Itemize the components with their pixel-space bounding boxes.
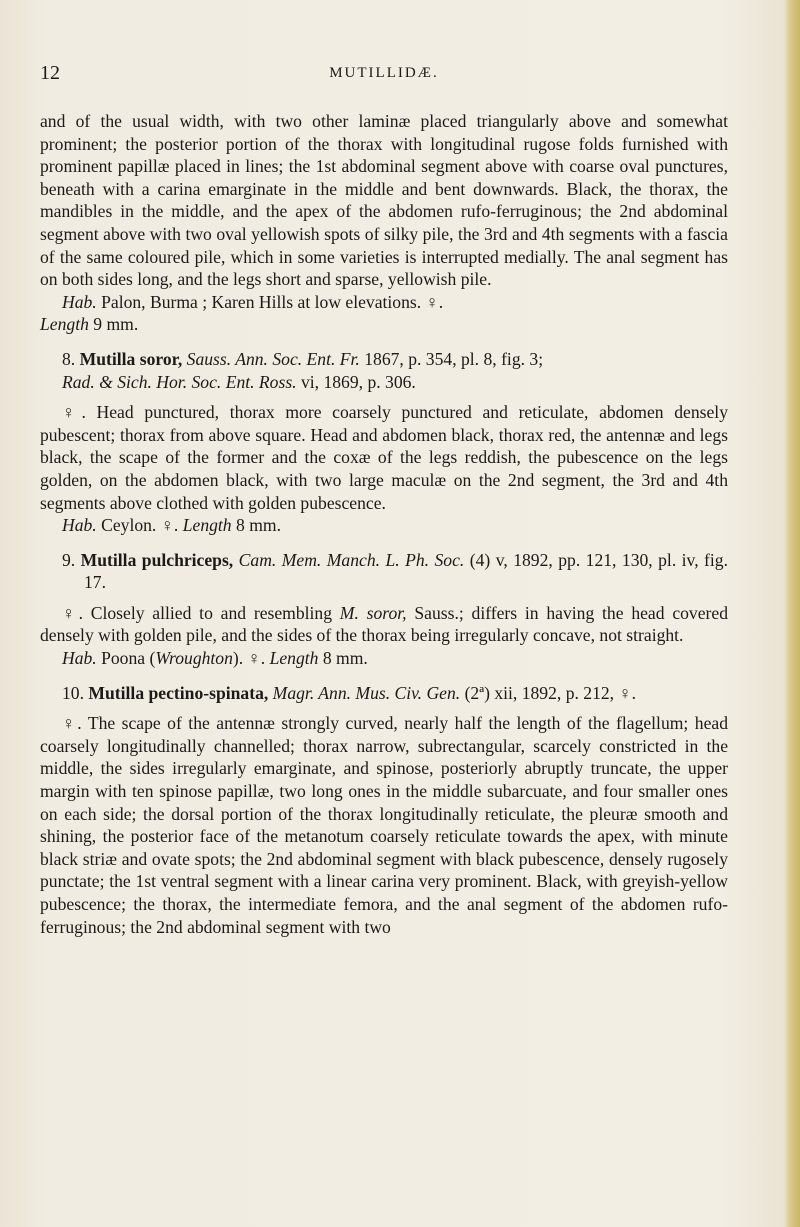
entry-number: 10. (62, 682, 84, 703)
reference: Magr. Ann. Mus. Civ. Gen. (272, 682, 461, 703)
hab-text: Palon, Burma ; Karen Hills at low elevations. ♀. (96, 291, 444, 312)
spacer (40, 594, 728, 602)
entry-10-title (40, 682, 728, 705)
collector: Wroughton (155, 648, 233, 669)
description-italic: M. soror, (339, 602, 407, 623)
species-name: Mutilla soror, (79, 348, 183, 369)
spacer (40, 704, 728, 712)
description-text: ♀. Closely allied to and resembling (62, 602, 340, 623)
reference-rest: (4) v, 1892, pp. 121, 130, pl. iv, fig. 17. (84, 549, 728, 593)
hab-label: Hab. (62, 515, 97, 536)
hab-text: ). ♀. (232, 648, 266, 669)
hab-label: Hab. (62, 291, 97, 312)
reference: Sauss. Ann. Soc. Ent. Fr. (186, 348, 360, 369)
hab-text: Poona ( (96, 648, 156, 669)
entry-number: 8. (62, 348, 76, 369)
species-name: Mutilla pulchriceps, (80, 549, 234, 570)
reference: Rad. & Sich. Hor. Soc. Ent. Ross. (62, 371, 297, 392)
length-text: 8 mm. (318, 648, 368, 669)
hab-text: Ceylon. ♀. (96, 515, 179, 536)
entry-10-description: ♀. The scape of the antennæ strongly curved, nearly half the length of the flagellum; head coarsely longitudinally channelled; thorax narrow, subrectangular, scarcely constricted in the middle, the sides irregularly emarginate, and spinose, posteriorly abruptly truncate, the upper margin with ten spinose papillæ, two long ones in the middle subarcuate, and four smaller ones on each side; the dorsal portion of the thorax longitudinally reticulate, the pleuræ smooth and shining, the posterior face of the metanotum coarsely reticulate towards the apex, with minute black striæ and ovate spots; the 2nd abdominal segment with black pubescence, densely rugosely punctate; the 1st ventral segment with a linear carina very prominent. Black, with greyish-yellow pubescence; the thorax, the intermediate femora, and the anal segment of the abdomen rufo-ferruginous; the 2nd abdominal segment with two (40, 713, 728, 937)
page-edge (784, 0, 800, 1227)
page-body (40, 110, 728, 938)
entry-8-ref2 (40, 371, 728, 394)
entry-9-description (40, 602, 728, 647)
reference-rest: vi, 1869, p. 306. (296, 371, 416, 392)
entry-8-description: ♀. Head punctured, thorax more coarsely punctured and reticulate, abdomen densely pubescent; thorax from above square. Head and abdomen black, thorax red, the antennæ and legs black, the scape of the former and the coxæ of the legs reddish, the pubescence on the legs golden, on the abdomen black, with two large maculæ on the 2nd segment, the 3rd and 4th segments above clothed with golden pubescence. (40, 402, 728, 513)
page-number: 12 (40, 62, 60, 84)
reference-rest: 1867, p. 354, pl. 8, fig. 3; (359, 348, 544, 369)
reference: Cam. Mem. Manch. L. Ph. Soc. (238, 549, 465, 570)
entry-9-title (40, 549, 728, 594)
page-header (40, 62, 728, 88)
length-text: 8 mm. (231, 515, 281, 536)
length-label: Length (182, 515, 232, 536)
entry-8-title (40, 348, 728, 371)
intro-length (40, 313, 728, 336)
running-head: MUTILLIDÆ. (329, 65, 439, 81)
entry-9-habitat (40, 647, 728, 670)
length-label: Length (40, 314, 89, 335)
spacer (40, 393, 728, 401)
intro-habitat (40, 291, 728, 314)
length-label: Length (269, 648, 319, 669)
reference-rest: (2ª) xii, 1892, p. 212, ♀. (460, 682, 637, 703)
description-text: Sauss.; differs in having the head covered densely with golden pile, and the sides of the thorax being irregularly concave, not straight. (40, 602, 728, 646)
length-text: 9 mm. (88, 314, 139, 335)
species-name: Mutilla pectino-spinata, (88, 682, 269, 703)
entry-number: 9. (62, 549, 76, 570)
intro-paragraph: and of the usual width, with two other laminæ placed triangularly above and somewhat prominent; the posterior portion of the thorax with longitudinal rugose folds furnished with prominent papillæ placed in lines; the 1st abdominal segment above with coarse oval punctures, beneath with a carina emarginate in the middle and bent downwards. Black, the thorax, the mandibles in the middle, and the apex of the abdomen rufo-ferruginous; the 2nd abdominal segment above with two oval yellowish spots of silky pile, the 3rd and 4th segments with a fascia of the same coloured pile, which in some varieties is interrupted medially. The anal segment has on both sides long, and the legs short and sparse, yellowish pile. (40, 111, 728, 290)
hab-label: Hab. (62, 648, 97, 669)
entry-8-habitat (40, 514, 728, 537)
